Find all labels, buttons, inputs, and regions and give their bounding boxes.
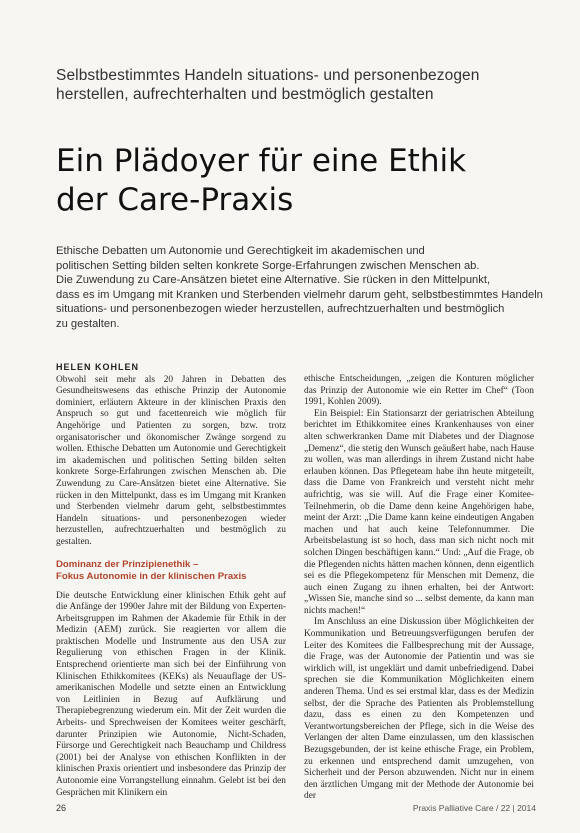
journal-footer: Praxis Palliative Care / 22 | 2014 — [412, 803, 536, 813]
lead-line: zu gestalten. — [56, 317, 120, 330]
left-column — [56, 362, 286, 798]
body-paragraph: Im Anschluss an eine Diskussion über Möglichkeiten der Kommunikation und Betreuungsverfügungen berufen der Leiter des Komitees die Fallbesprechung mit der Aussage, die Frage, was der Autonomie der Patientin und was sie wirklich will, ist ungeklärt und damit unbefriedigend. Dabei sprechen sie die Kommunikation Möglichkeiten einem anderen Thema. Und es sei erstmal klar, dass es der Medizin selbst, der die Sprache des Patienten als Problemstellung dazu, dass es einen zu den Kompetenzen und Verantwortungsbereichen der Pflege, sich in die Weise des Verlangen der alten Dame einzulassen, um den klassischen Bezugsgebunden, der ist keine ethische Frage, ein Problem, zu erkennen und entsprechend damit umzugehen, von Sicherheit und der Person abzuwenden. Nicht nur in einem den ärztlichen Umgang mit der Methode der Autonomie bei der — [304, 617, 534, 802]
lead-line: situations- und personenbezogen wieder herzustellen, aufrechtzuerhalten und bestmöglich — [56, 303, 505, 316]
title-line-2: der Care-Praxis — [56, 182, 294, 218]
lead-paragraph — [56, 244, 543, 332]
kicker-line-1: Selbstbestimmtes Handeln situations- und personenbezogen — [56, 67, 480, 84]
page-number: 26 — [56, 803, 67, 813]
section-heading-line-2: Fokus Autonomie in der klinischen Praxis — [56, 570, 247, 582]
body-paragraph: ethische Entscheidungen, „zeigen die Konturen möglicher das Prinzip der Autonomie wie ein Retter im Chef“ (Toon 1991, Kohlen 2009). — [304, 374, 534, 408]
right-column — [304, 374, 534, 802]
lead-line: Ethische Debatten um Autonomie und Gerechtigkeit im akademischen und — [56, 245, 425, 257]
body-paragraph: Ein Beispiel: Ein Stationsarzt der geriatrischen Abteilung berichtet im Ethikkomitee eines Krankenhauses von einer alten schwerkranken Dame mit Diabetes und der Diagnose „Demenz“, die stetig den Wunsch geäußert habe, nach Hause zu wollen, was man allerdings in ihrem Zustand nicht habe erlauben können. Das Pflegeteam habe ihn heute mitgeteilt, dass die Dame von Frankreich und versteht nicht mehr aufrichtig, was sie will. Auf die Frage einer Komitee-Teilnehmerin, ob die Dame denn keine Angehörigen habe, meint der Arzt: „Die Dame kann keine eindeutigen Angaben machen und hat auch keine Telefonnummer. Die Arbeitsbelastung ist so hoch, dass man sich nicht noch mit solchen Dingen beschäftigen kann.“ Und: „Auf die Frage, ob die Pflegenden nichts hätten machen können, denn eigentlich sei es die Pflegekompetenz für Menschen mit Demenz, die auch einen Zugang zu ihnen erhalten, bei der Antwort: „Wissen Sie, manche sind so ... selbst demente, da kann man nichts machen!“ — [304, 408, 534, 616]
kicker — [56, 66, 536, 104]
section-heading-line-1: Dominanz der Prinzipienethik – — [56, 558, 199, 570]
author-name: HELEN KOHLEN — [56, 362, 140, 372]
kicker-line-2: herstellen, aufrechterhalten und bestmöglich gestalten — [56, 86, 434, 103]
lead-line: Die Zuwendung zu Care-Ansätzen bietet eine Alternative. Sie rücken in den Mittelpunkt, — [56, 274, 491, 287]
title-line-1: Ein Plädoyer für eine Ethik — [56, 143, 467, 179]
intro-paragraph: Obwohl seit mehr als 20 Jahren in Debatten des Gesundheitswesens das ethische Prinzip der Autonomie dominiert, erläutern Akteure in der klinischen Praxis den Anspruch so gut und facettenreich wie möglich für Angehörige und Patienten zu sorgen, bzw. trotz organisatorischer und ökonomischer Zwänge sorgend zu wollen. Ethische Debatten um Autonomie und Gerechtigkeit im akademischen und politischen Setting bilden selten konkrete Sorge-Erfahrungen zwischen Menschen ab. Die Zuwendung zu Care-Ansätzen bietet eine Alternative. Sie rücken in den Mittelpunkt, dass es im Umgang mit Kranken und Sterbenden vielmehr darum geht, selbstbestimmtes Handeln situations- und personenbezogen wieder herzustellen, aufrechtzuerhalten und bestmöglich zu gestalten. — [56, 374, 286, 547]
section-heading — [56, 559, 286, 583]
article-title — [56, 142, 536, 220]
lead-line: politischen Setting bilden selten konkrete Sorge-Erfahrungen zwischen Menschen ab. — [56, 259, 480, 272]
lead-line: dass es im Umgang mit Kranken und Sterbenden vielmehr darum geht, selbstbestimmtes Handeln — [56, 288, 543, 301]
body-paragraph: Die deutsche Entwicklung einer klinischen Ethik geht auf die Anfänge der 1990er Jahre mit der Bildung von Experten-Arbeitsgruppen im Rahmen der Akademie für Ethik in der Medizin (AEM) zurück. Sie reagierten vor allem die praktischen Modelle und Instrumente aus den USA zur Regulierung von ethischen Fragen in der Klinik. Entsprechend orientierte man sich bei der Einführung von Klinischen Ethikkomitees (KEKs) als Neuauflage der US-amerikanischen Modelle und setzte einen an Entwicklung von Leitlinien in Bezug auf Aufklärung und Therapiebegrenzung wiederum ein. Mit der Zeit wurden die Arbeits- und Sprechweisen der Komitees weiter geschärft, darunter Prinzipien wie Autonomie, Nicht-Schaden, Fürsorge und Gerechtigkeit nach Beauchamp und Childress (2001) bei der Analyse von ethischen Konflikten in der klinischen Praxis orientiert und insbesondere das Prinzip der Autonomie eine Vorrangstellung einnahm. Gelebt ist bei den Gesprächen mit Klinikern ein — [56, 590, 286, 798]
